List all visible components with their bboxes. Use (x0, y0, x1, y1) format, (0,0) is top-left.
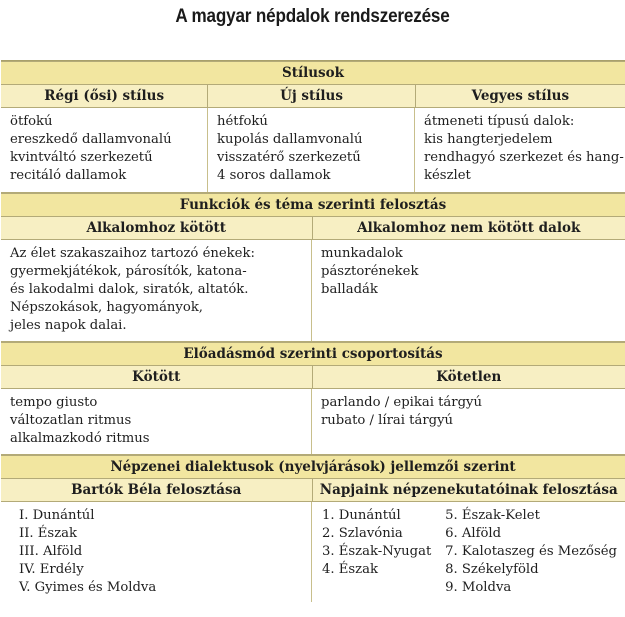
cell-uj-stilus (208, 108, 415, 192)
cell-line: ereszkedő dallamvonalú (10, 132, 172, 147)
napjaink-left-column (322, 507, 445, 598)
header-kotetlen: Kötetlen (436, 369, 502, 385)
cell-line: kupolás dallamvonalú (217, 132, 363, 147)
cell-kotetlen (312, 389, 625, 454)
cell-line: 4 soros dallamok (217, 168, 331, 183)
header-kotott: Kötött (1, 366, 313, 388)
cell-line: 6. Alföld (445, 526, 502, 541)
cell-line: Az élet szakaszaihoz tartozó énekek: (10, 246, 255, 261)
cell-line: 9. Moldva (445, 580, 512, 595)
cell-line: pásztorénekek (321, 264, 419, 279)
cell-bartok (1, 502, 312, 602)
cell-line: V. Gyimes és Moldva (19, 580, 157, 595)
header-uj-stilus: Új stílus (208, 85, 415, 107)
header-alkalomhoz-kotott: Alkalomhoz kötött (1, 217, 313, 239)
body-row-eloadasmod (1, 389, 625, 455)
cell-line: 4. Észak (322, 562, 378, 577)
napjaink-right-column (445, 507, 617, 598)
cell-line: kis hangterjedelem (424, 132, 553, 147)
header-row-stilusok (1, 85, 625, 108)
cell-line: visszatérő szerkezetű (217, 150, 361, 165)
body-row-dialektusok (1, 502, 625, 602)
cell-line: átmeneti típusú dalok: (424, 114, 575, 129)
cell-line: 7. Kalotaszeg és Mezőség (445, 544, 617, 559)
cell-line: munkadalok (321, 246, 403, 261)
cell-line: ötfokú (10, 114, 53, 129)
section-band-dialektusok: Népzenei dialektusok (nyelvjárások) jellemzői szerint (1, 455, 625, 479)
cell-line: kvintváltó szerkezetű (10, 150, 153, 165)
cell-line: rendhagyó szerkezet és hang- (424, 150, 624, 165)
cell-line: hétfokú (217, 114, 268, 129)
header-row-eloadasmod (1, 366, 625, 389)
cell-line: gyermekjátékok, párosítók, katona- (10, 264, 247, 279)
header-regi-stilus: Régi (ősi) stílus (1, 85, 208, 107)
cell-line: balladák (321, 282, 378, 297)
cell-line: tempo giusto (10, 395, 98, 410)
page-title: A magyar népdalok rendszerezése (175, 6, 450, 27)
cell-line: recitáló dallamok (10, 168, 127, 183)
cell-line: 2. Szlavónia (322, 526, 403, 541)
cell-alkalomhoz-nem-kotott (312, 240, 625, 341)
cell-line: IV. Erdély (19, 562, 84, 577)
cell-line: készlet (424, 168, 471, 183)
cell-line: alkalmazkodó ritmus (10, 431, 150, 446)
cell-line: parlando / epikai tárgyú (321, 395, 482, 410)
body-row-funkciok (1, 240, 625, 342)
cell-line: III. Alföld (19, 544, 83, 559)
cell-line: 3. Észak-Nyugat (322, 544, 432, 559)
cell-line: I. Dunántúl (19, 508, 95, 523)
cell-line: 1. Dunántúl (322, 508, 401, 523)
body-row-stilusok (1, 108, 625, 193)
classification-table (1, 60, 625, 602)
header-napjaink: Napjaink népzenekutatóinak felosztása (319, 482, 618, 498)
section-band-eloadasmod: Előadásmód szerinti csoportosítás (1, 342, 625, 366)
header-row-funkciok (1, 217, 625, 240)
cell-line: II. Észak (19, 526, 77, 541)
cell-regi-stilus (1, 108, 208, 192)
cell-alkalomhoz-kotott (1, 240, 312, 341)
cell-line: jeles napok dalai. (10, 318, 127, 333)
cell-line: Népszokások, hagyományok, (10, 300, 203, 315)
section-band-stilusok: Stílusok (1, 61, 625, 85)
header-vegyes-stilus: Vegyes stílus (471, 88, 570, 104)
cell-line: rubato / lírai tárgyú (321, 413, 454, 428)
header-bartok: Bartók Béla felosztása (1, 479, 313, 501)
section-band-funkciok: Funkciók és téma szerinti felosztás (1, 193, 625, 217)
header-row-dialektusok (1, 479, 625, 502)
cell-line: és lakodalmi dalok, siratók, altatók. (10, 282, 249, 297)
header-alkalomhoz-nem-kotott: Alkalomhoz nem kötött dalok (357, 220, 581, 236)
cell-line: változatlan ritmus (10, 413, 132, 428)
cell-line: 5. Észak-Kelet (445, 508, 540, 523)
cell-vegyes-stilus (415, 108, 625, 192)
cell-line: 8. Székelyföld (445, 562, 539, 577)
cell-kotott (1, 389, 312, 454)
cell-napjaink (312, 502, 625, 602)
